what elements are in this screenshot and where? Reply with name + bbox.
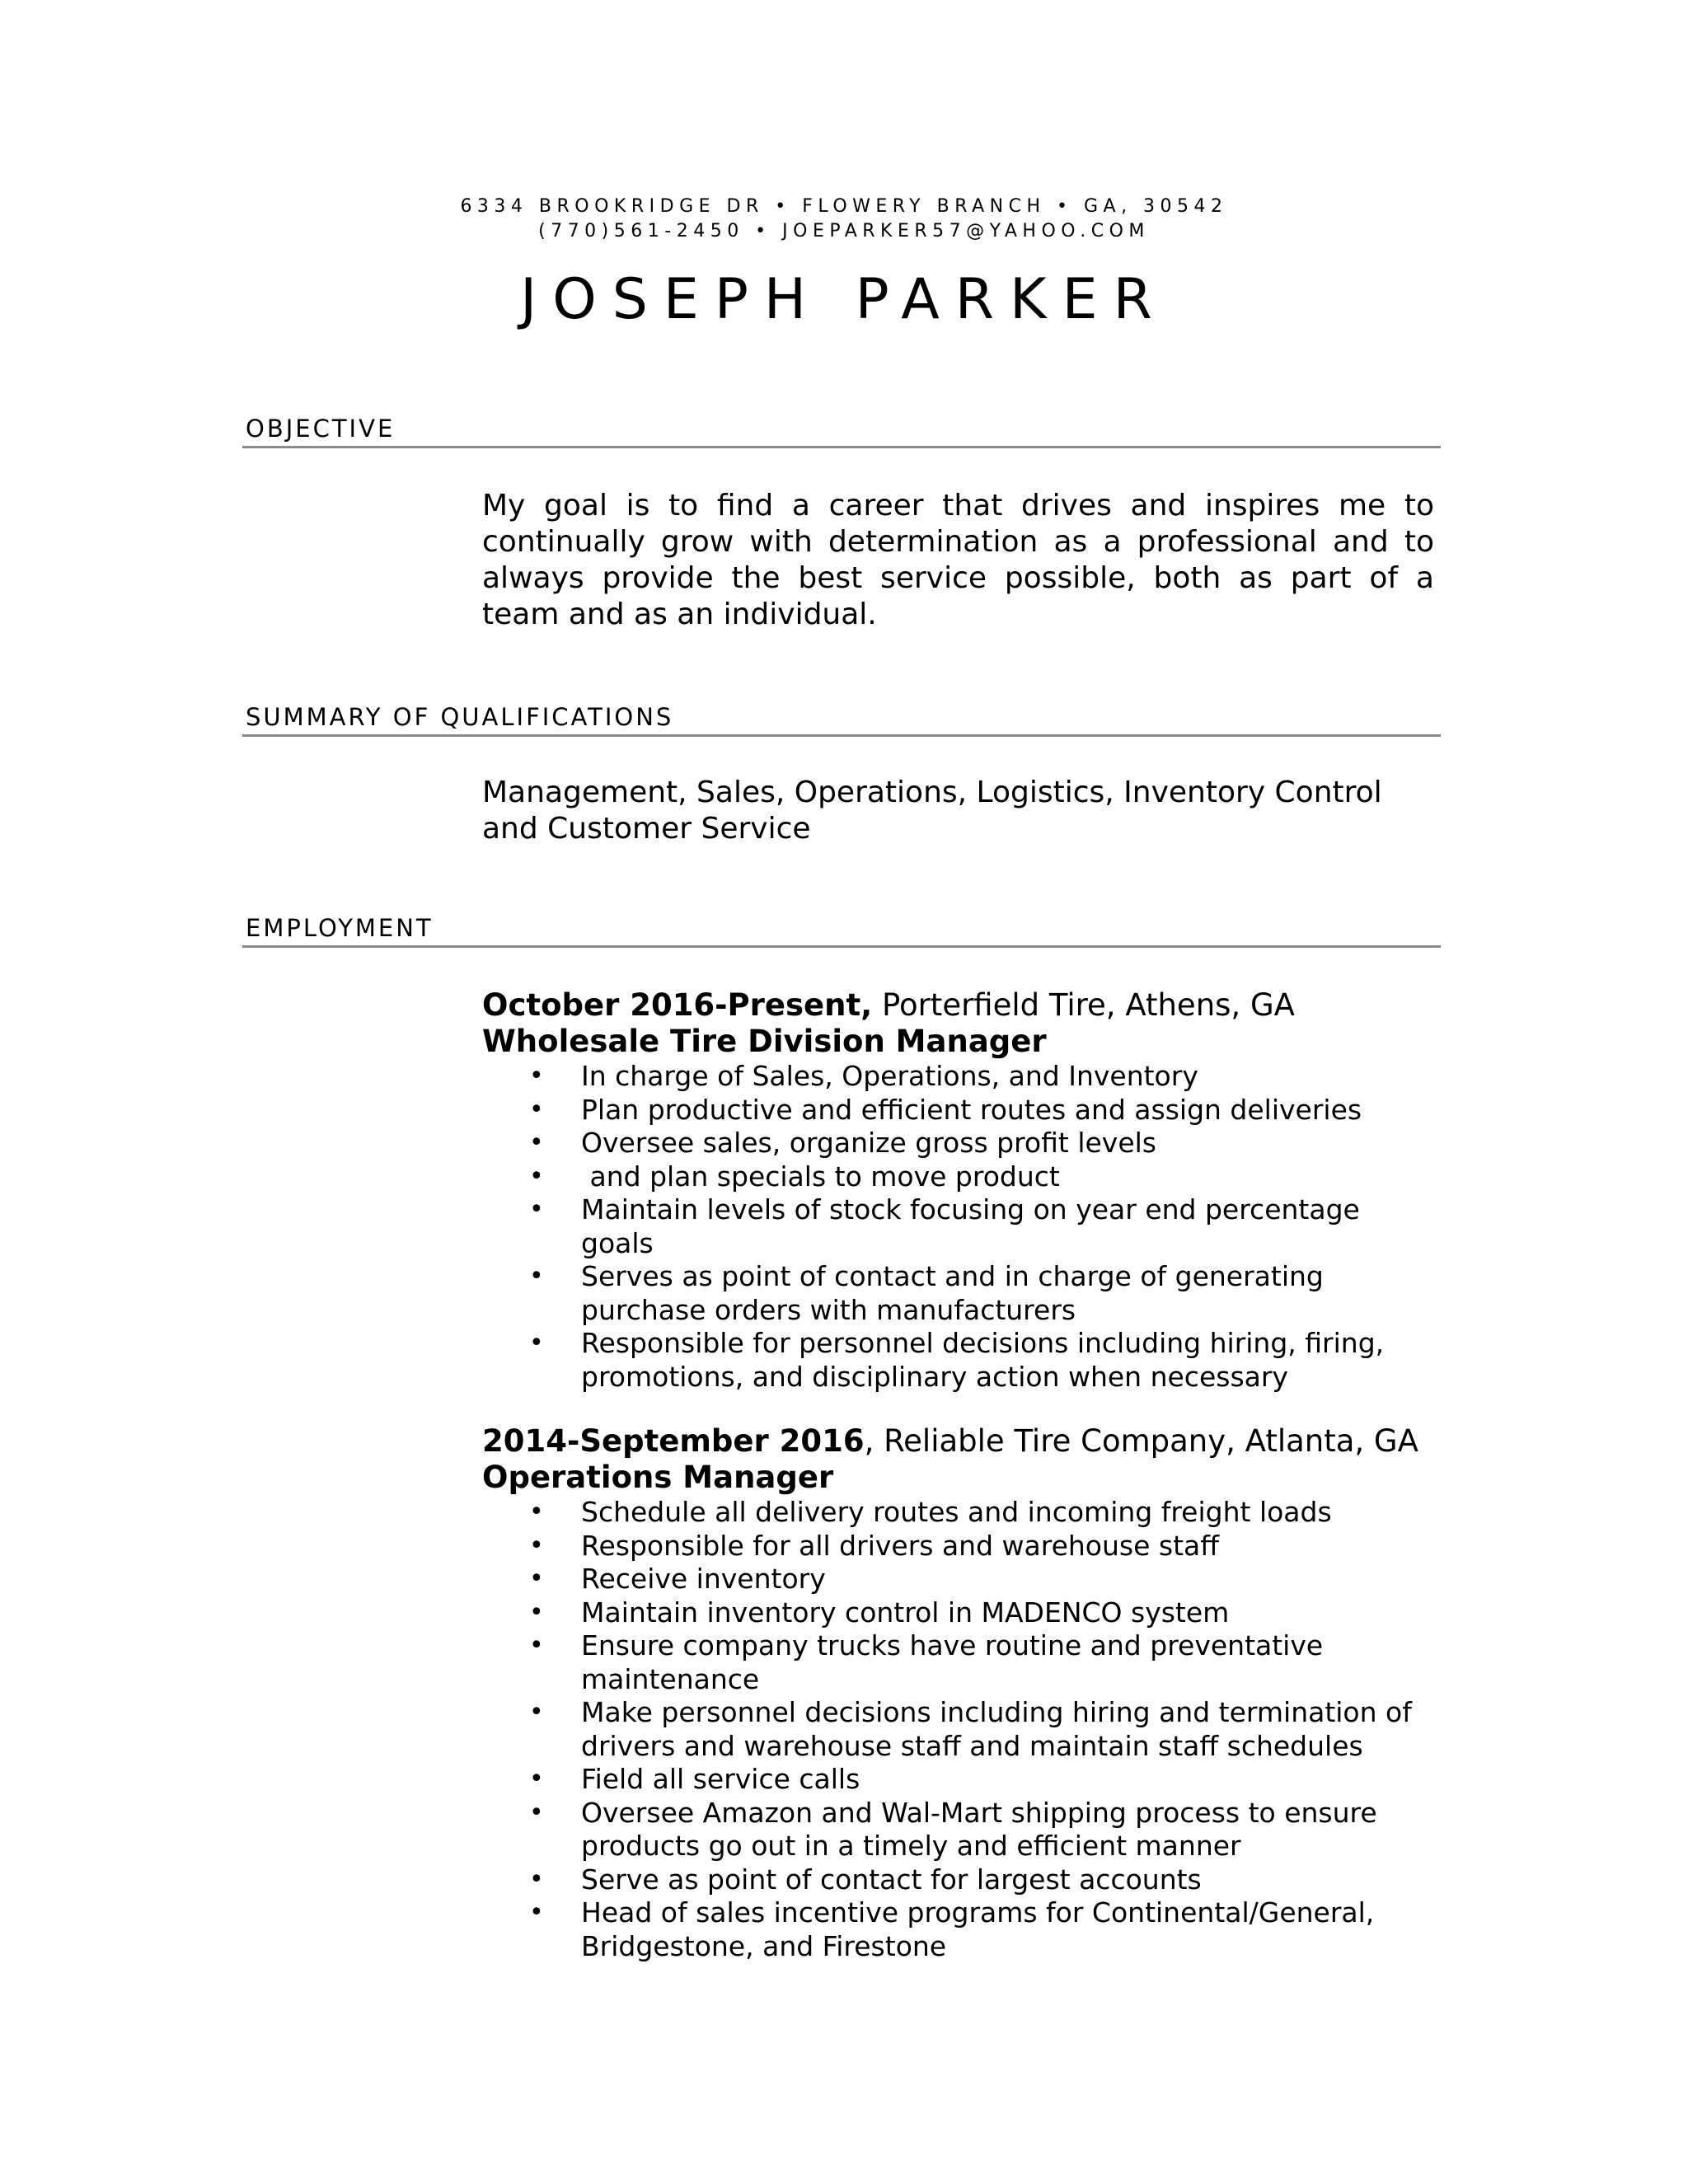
bullet-icon: • <box>529 1329 544 1357</box>
list-item <box>482 1530 1434 1563</box>
list-item <box>482 1327 1434 1394</box>
bullet-icon: • <box>529 1062 544 1090</box>
duty-text: Head of sales incentive programs for Continental/General, Bridgestone, and Firestone <box>581 1896 1375 1962</box>
bullet-icon: • <box>529 1128 544 1157</box>
bullet-icon: • <box>529 1698 544 1727</box>
list-item <box>482 1696 1434 1763</box>
qualifications-heading: SUMMARY OF QUALIFICATIONS <box>246 703 674 731</box>
duty-text: Receive inventory <box>581 1563 826 1595</box>
job-dates: 2014-September 2016 <box>482 1423 865 1459</box>
list-item <box>482 1863 1434 1897</box>
bullet-icon: • <box>529 1864 544 1894</box>
contact-phone-email: (770)561-2450 • JOEPARKER57@YAHOO.COM <box>538 221 1150 241</box>
applicant-name: JOSEPH PARKER <box>520 267 1168 332</box>
bullet-icon: • <box>529 1597 544 1627</box>
list-item <box>482 1060 1434 1094</box>
duty-text: and plan specials to move product <box>581 1160 1060 1193</box>
list-item <box>482 1797 1434 1863</box>
job-company: , Reliable Tire Company, Atlanta, GA <box>864 1423 1418 1459</box>
bullet-icon: • <box>529 1631 544 1660</box>
bullet-icon: • <box>529 1094 544 1124</box>
job-heading <box>482 1423 1434 1460</box>
list-item <box>482 1596 1434 1630</box>
duty-text: Plan productive and efficient routes and assign deliveries <box>581 1093 1362 1126</box>
job-company: Porterfield Tire, Athens, GA <box>872 987 1295 1023</box>
objective-heading: OBJECTIVE <box>246 415 396 443</box>
job-title: Operations Manager <box>482 1460 834 1495</box>
list-item <box>482 1260 1434 1327</box>
bullet-icon: • <box>529 1497 544 1526</box>
bullet-icon: • <box>529 1797 544 1827</box>
employment-heading: EMPLOYMENT <box>246 914 434 942</box>
bullet-icon: • <box>529 1530 544 1560</box>
duty-text: In charge of Sales, Operations, and Inventory <box>581 1060 1198 1092</box>
job-duties-list <box>482 1060 1434 1394</box>
duty-text: Responsible for all drivers and warehouse staff <box>581 1529 1219 1562</box>
objective-rule <box>242 446 1441 448</box>
bullet-icon: • <box>529 1765 544 1793</box>
bullet-icon: • <box>529 1161 544 1191</box>
duty-text: Field all service calls <box>581 1763 860 1795</box>
duty-text: Maintain levels of stock focusing on year end percentage goals <box>581 1193 1360 1259</box>
duty-text: Maintain inventory control in MADENCO system <box>581 1596 1230 1629</box>
bullet-icon: • <box>529 1564 544 1593</box>
duty-text: Oversee Amazon and Wal-Mart shipping process to ensure products go out in a timely and efficient manner <box>581 1796 1377 1862</box>
duty-text: Serve as point of contact for largest accounts <box>581 1863 1202 1896</box>
bullet-icon: • <box>529 1262 544 1291</box>
job-entry <box>482 987 1434 1394</box>
duty-text: Make personnel decisions including hiring and termination of drivers and warehouse staff and maintain staff schedules <box>581 1696 1412 1762</box>
objective-text: My goal is to find a career that drives and inspires me to continually grow with determination as a professional and to always provide the best service possible, both as part of a team and as an individual. <box>482 489 1434 631</box>
employment-rule <box>242 945 1441 948</box>
list-item <box>482 1763 1434 1797</box>
qualifications-line-2: and Customer Service <box>482 812 811 846</box>
list-item <box>482 1896 1434 1963</box>
qualifications-rule <box>242 734 1441 737</box>
list-item <box>482 1563 1434 1596</box>
list-item <box>482 1629 1434 1696</box>
contact-address: 6334 BROOKRIDGE DR • FLOWERY BRANCH • GA, 30542 <box>460 196 1228 217</box>
job-entry <box>482 1423 1434 1963</box>
job-heading <box>482 987 1434 1024</box>
duty-text: Oversee sales, organize gross profit levels <box>581 1127 1156 1159</box>
list-item <box>482 1496 1434 1530</box>
duty-text: Schedule all delivery routes and incoming freight loads <box>581 1496 1332 1528</box>
list-item <box>482 1094 1434 1127</box>
list-item <box>482 1127 1434 1160</box>
qualifications-line-1: Management, Sales, Operations, Logistics, Inventory Control <box>482 776 1382 809</box>
list-item <box>482 1193 1434 1260</box>
qualifications-text <box>482 775 1434 847</box>
list-item <box>482 1160 1434 1194</box>
duty-text: Serves as point of contact and in charge of generating purchase orders with manufacturers <box>581 1260 1324 1326</box>
bullet-icon: • <box>529 1898 544 1927</box>
job-title: Wholesale Tire Division Manager <box>482 1024 1047 1059</box>
job-dates: October 2016-Present, <box>482 987 873 1023</box>
bullet-icon: • <box>529 1195 544 1224</box>
duty-text: Ensure company trucks have routine and preventative maintenance <box>581 1629 1324 1695</box>
job-duties-list <box>482 1496 1434 1963</box>
duty-text: Responsible for personnel decisions including hiring, firing, promotions, and disciplinary action when necessary <box>581 1327 1385 1393</box>
